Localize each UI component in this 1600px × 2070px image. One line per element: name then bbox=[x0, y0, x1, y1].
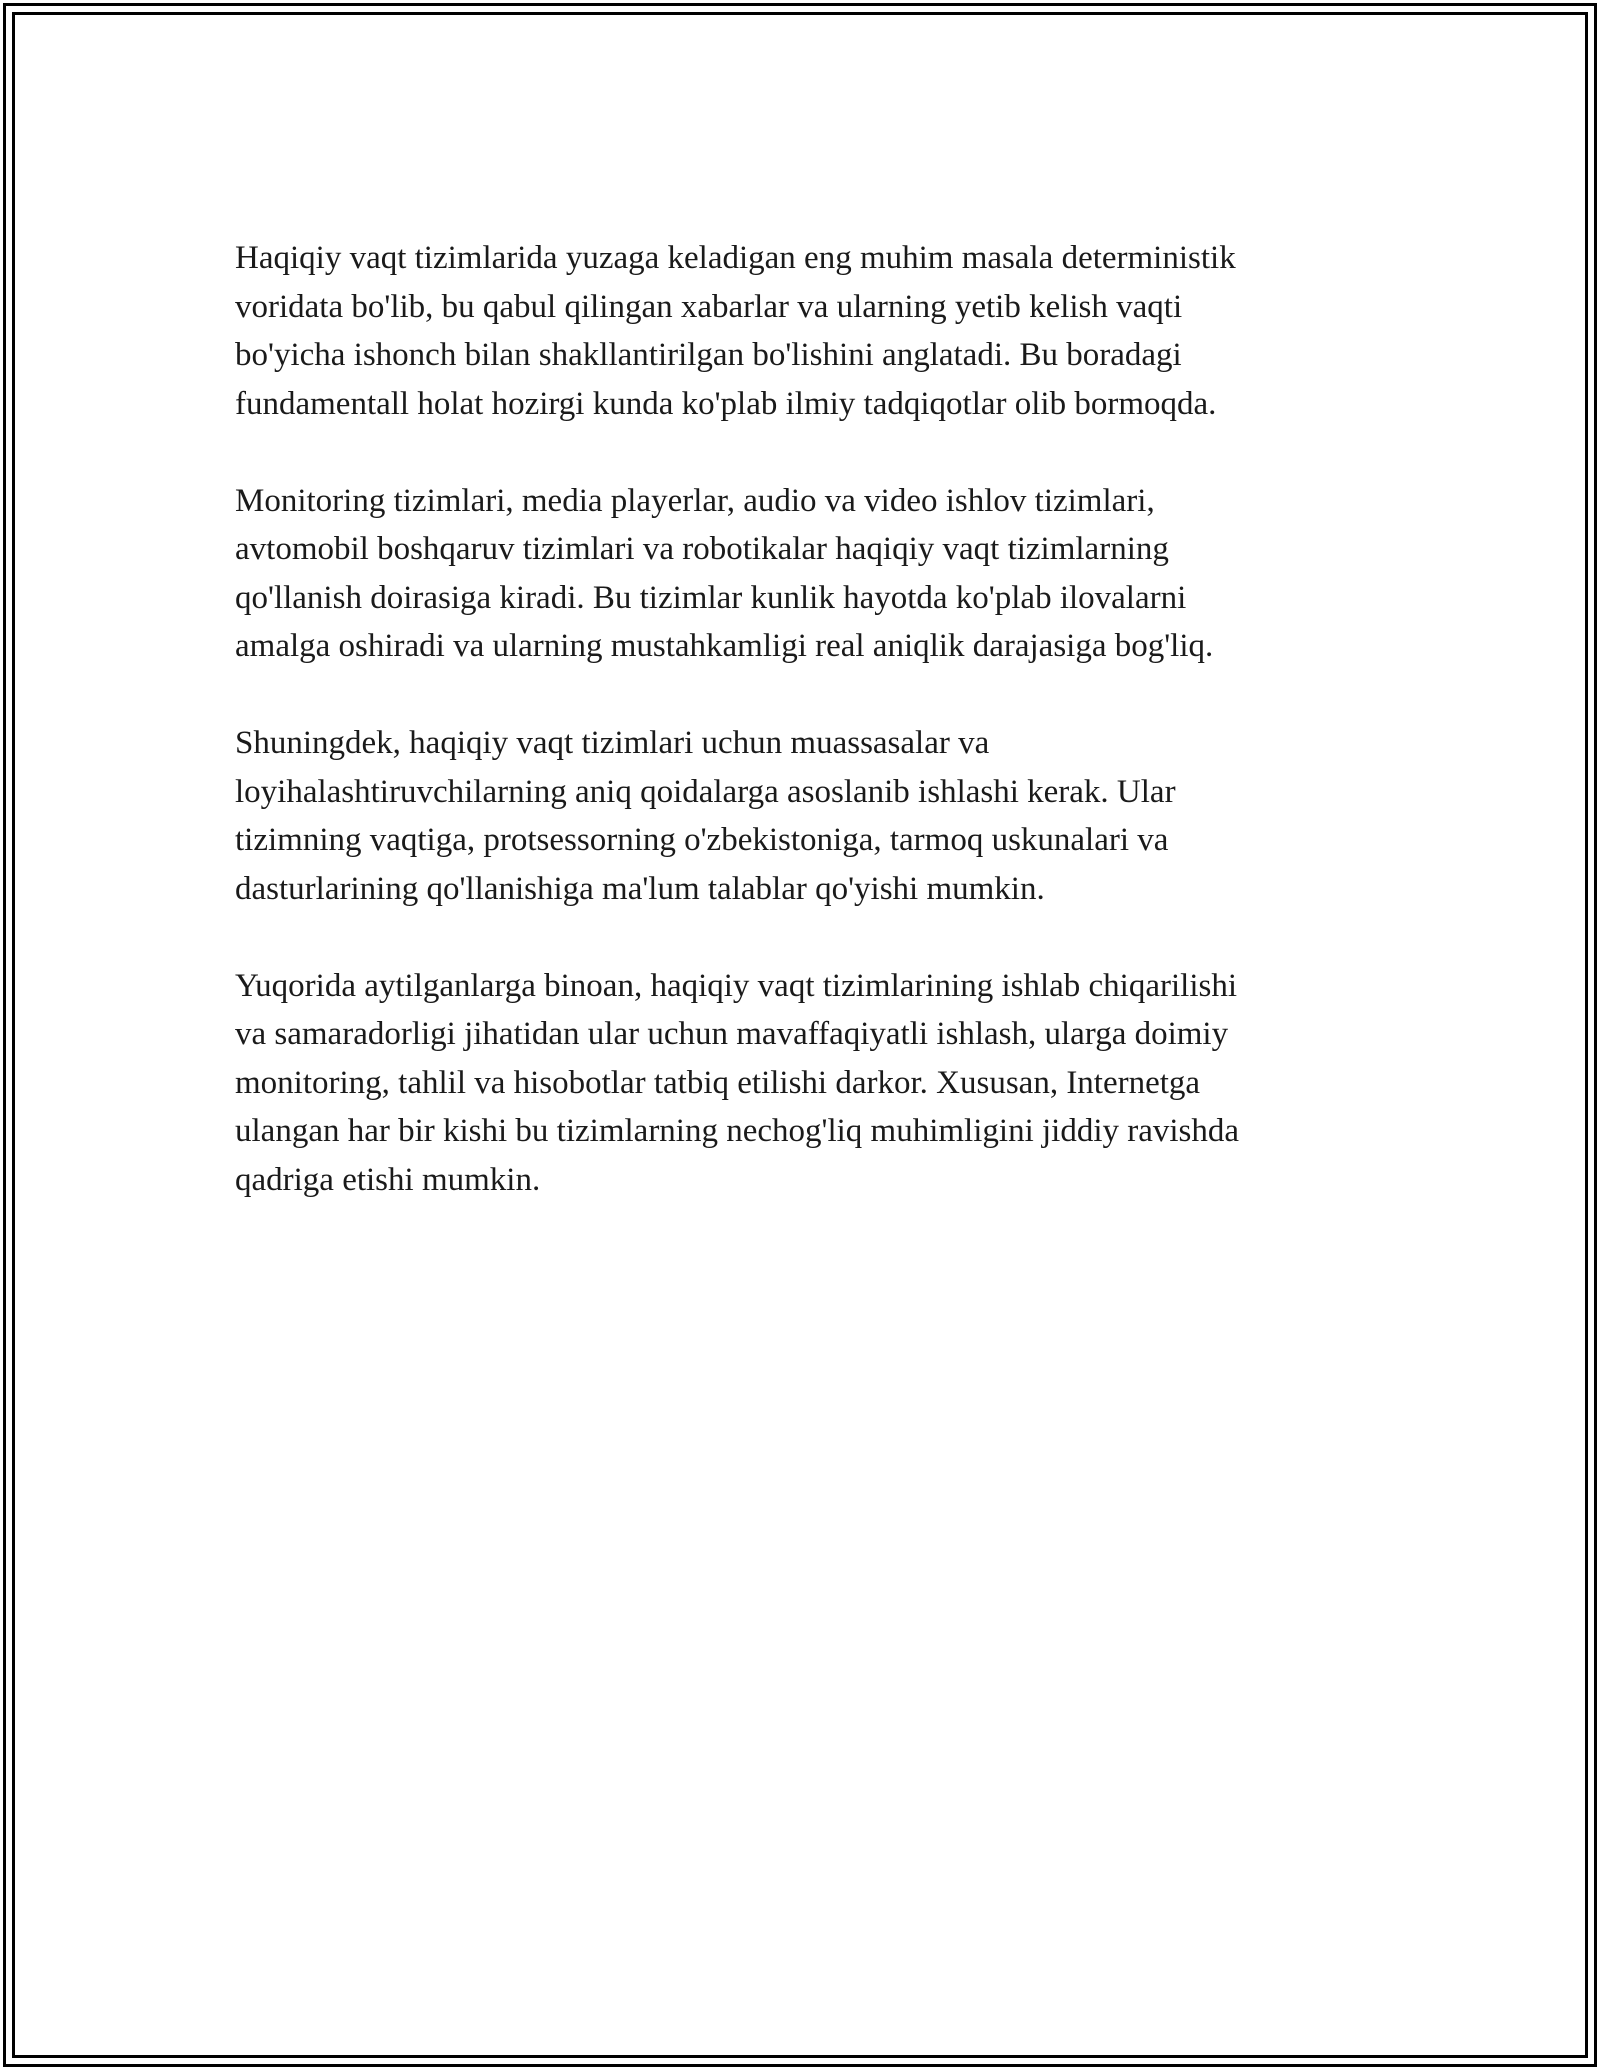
paragraph-line: ulangan har bir kishi bu tizimlarning nechog'liq muhimligini jiddiy ravishda bbox=[235, 1113, 1240, 1149]
paragraph-line: monitoring, tahlil va hisobotlar tatbiq etilishi darkor. Xususan, Internetga bbox=[235, 1064, 1201, 1101]
paragraph-line: tizimning vaqtiga, protsessorning o'zbekistoniga, tarmoq uskunalari va bbox=[235, 822, 1169, 858]
paragraph-line: va samaradorligi jihatidan ular uchun mavaffaqiyatli ishlash, ularga doimiy bbox=[235, 1016, 1229, 1052]
paragraph-line: loyihalashtiruvchilarning aniq qoidalarga asoslanib ishlashi kerak. Ular bbox=[235, 773, 1176, 810]
paragraph-2 bbox=[235, 477, 1365, 671]
paragraph-line: Monitoring tizimlari, media playerlar, audio va video ishlov tizimlari, bbox=[235, 482, 1155, 519]
paragraph-line: Yuqorida aytilganlarga binoan, haqiqiy vaqt tizimlarining ishlab chiqarilishi bbox=[235, 967, 1238, 1004]
paragraph-3 bbox=[235, 719, 1365, 913]
paragraph-line: dasturlarining qo'llanishiga ma'lum talablar qo'yishi mumkin. bbox=[235, 870, 1045, 907]
paragraph-line: bo'yicha ishonch bilan shakllantirilgan bo'lishini anglatadi. Bu boradagi bbox=[235, 337, 1182, 373]
paragraph-line: amalga oshiradi va ularning mustahkamligi real aniqlik darajasiga bog'liq. bbox=[235, 628, 1214, 664]
document-body bbox=[235, 234, 1365, 1253]
paragraph-line: avtomobil boshqaruv tizimlari va robotikalar haqiqiy vaqt tizimlarning bbox=[235, 531, 1169, 567]
paragraph-line: Shuningdek, haqiqiy vaqt tizimlari uchun muassasalar va bbox=[235, 725, 990, 761]
paragraph-line: Haqiqiy vaqt tizimlarida yuzaga keladigan eng muhim masala deterministik bbox=[235, 240, 1236, 276]
paragraph-line: qadriga etishi mumkin. bbox=[235, 1161, 541, 1198]
paragraph-4 bbox=[235, 962, 1365, 1205]
paragraph-line: qo'llanish doirasiga kiradi. Bu tizimlar kunlik hayotda ko'plab ilovalarni bbox=[235, 579, 1187, 616]
paragraph-line: voridata bo'lib, bu qabul qilingan xabarlar va ularning yetib kelish vaqti bbox=[235, 288, 1183, 325]
paragraph-line: fundamentall holat hozirgi kunda ko'plab ilmiy tadqiqotlar olib bormoqda. bbox=[235, 385, 1217, 422]
paragraph-1 bbox=[235, 234, 1365, 428]
